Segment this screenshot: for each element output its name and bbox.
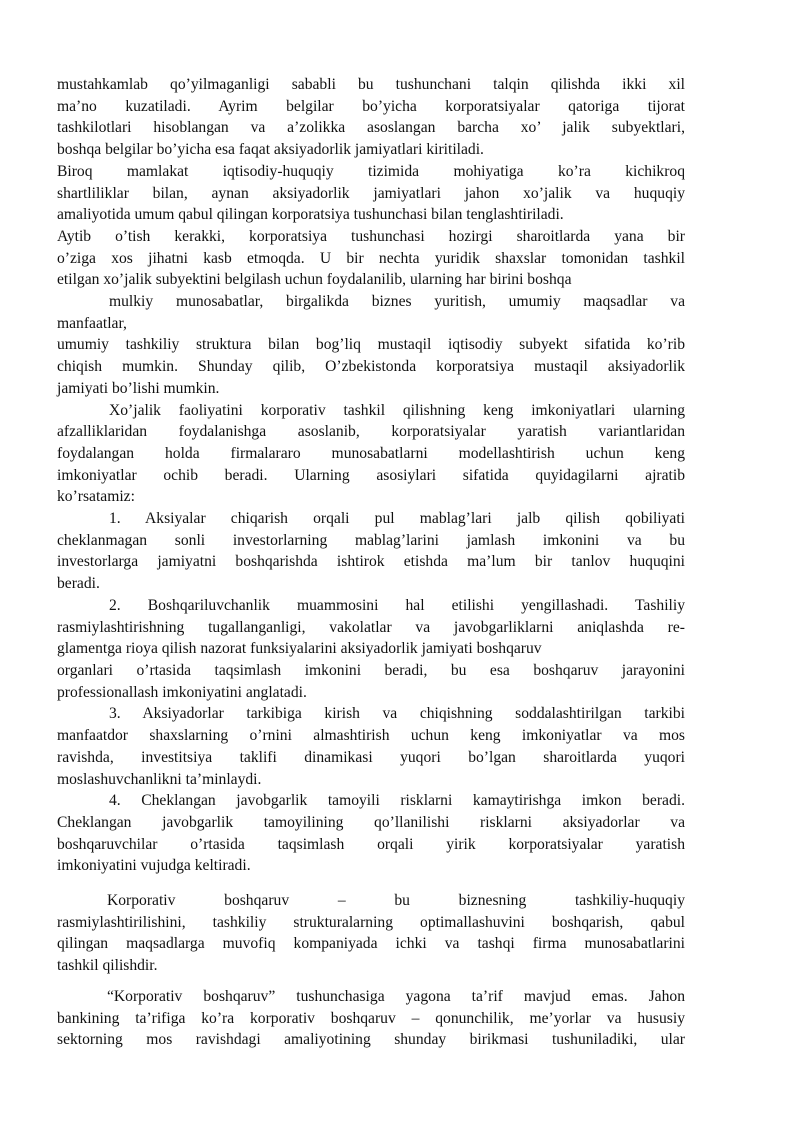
list-item-line: beradi. <box>57 575 100 593</box>
paragraph-line: shartliliklar bilan, aynan aksiyadorlik jamiyatlari jahon xo’jalik va huquqiy <box>57 184 685 202</box>
list-item-line: manfaatdor shaxslarning o’rnini almashtirish uchun keng imkoniyatlar va mos <box>57 727 685 745</box>
paragraph-line: ko’rsatamiz: <box>57 488 135 506</box>
paragraph-line: Aytib o’tish kerakki, korporatsiya tushunchasi hozirgi sharoitlarda yana bir <box>57 227 685 245</box>
paragraph-line: bankining ta’rifiga ko’ra korporativ boshqaruv – qonunchilik, me’yorlar va hususiy <box>57 1009 685 1027</box>
paragraph-line: sektorning mos ravishdagi amaliyotining shunday birikmasi tushuniladiki, ular <box>57 1031 685 1049</box>
list-item-line: investorlarga jamiyatni boshqarishda ishtirok etishda ma’lum bir tanlov huquqini <box>57 553 685 571</box>
paragraph-line: boshqa belgilar bo’yicha esa faqat aksiyadorlik jamiyatlari kiritiladi. <box>57 141 484 159</box>
list-item-line: imkoniyatini vujudga keltiradi. <box>57 857 251 875</box>
list-item-line: 1. Aksiyalar chiqarish orqali pul mablag’lari jalb qilish qobiliyati <box>109 510 685 528</box>
paragraph-line: foydalangan holda firmalararo munosabatlarni modellashtirish uchun keng <box>57 444 685 462</box>
list-item-line: ravishda, investitsiya taklifi dinamikasi yuqori bo’lgan sharoitlarda yuqori <box>57 748 685 766</box>
paragraph-line: ma’no kuzatiladi. Ayrim belgilar bo’yicha korporatsiyalar qatoriga tijorat <box>57 97 685 115</box>
paragraph-line: “Korporativ boshqaruv” tushunchasiga yagona ta’rif mavjud emas. Jahon <box>107 987 685 1005</box>
paragraph-line: tashkil qilishdir. <box>57 957 158 975</box>
paragraph-line: o’ziga xos jihatni kasb etmoqda. U bir nechta yuridik shaxslar tomonidan tashkil <box>57 249 685 267</box>
list-item-line: boshqaruvchilar o’rtasida taqsimlash orqali yirik korporatsiyalar yaratish <box>57 835 685 853</box>
list-item-line: 3. Aksiyadorlar tarkibiga kirish va chiqishning soddalashtirilgan tarkibi <box>109 705 685 723</box>
list-item-line: Cheklangan javobgarlik tamoyilining qo’llanilishi risklarni aksiyadorlar va <box>57 813 685 831</box>
paragraph-line: manfaatlar, <box>57 314 127 332</box>
paragraph-line: imkoniyatlar ochib beradi. Ularning asosiylari sifatida quyidagilarni ajratib <box>57 466 685 484</box>
paragraph-line: amaliyotida umum qabul qilingan korporatsiya tushunchasi bilan tenglashtiriladi. <box>57 206 564 224</box>
list-item-line: 2. Boshqariluvchanlik muammosini hal etilishi yengillashadi. Tashiliy <box>109 596 685 614</box>
list-item-line: glamentga rioya qilish nazorat funksiyalarini aksiyadorlik jamiyati boshqaruv <box>57 640 542 658</box>
paragraph-line: afzalliklaridan foydalanishga asoslanib, korporatsiyalar yaratish variantlaridan <box>57 423 685 441</box>
paragraph-line: mustahkamlab qo’yilmaganligi sababli bu tushunchani talqin qilishda ikki xil <box>57 76 685 93</box>
paragraph-line: jamiyati bo’lishi mumkin. <box>57 379 220 397</box>
list-item-line: cheklanmagan sonli investorlarning mablag’larini jamlash imkonini va bu <box>57 531 685 549</box>
list-item-line: rasmiylashtirishning tugallanganligi, vakolatlar va javobgarliklarni aniqlashda re- <box>57 618 685 636</box>
list-item-line: professionallash imkoniyatini anglatadi. <box>57 683 307 701</box>
paragraph-line: tashkilotlari hisoblangan va a’zolikka asoslangan barcha xo’ jalik subyektlari, <box>57 119 685 137</box>
paragraph-line: Biroq mamlakat iqtisodiy-huquqiy tizimida mohiyatiga ko’ra kichikroq <box>57 162 685 180</box>
paragraph-line: qilingan maqsadlarga muvofiq kompaniyada ichki va tashqi firma munosabatlarini <box>57 935 685 953</box>
paragraph-line: Xo’jalik faoliyatini korporativ tashkil qilishning keng imkoniyatlari ularning <box>109 401 685 419</box>
list-item-line: moslashuvchanlikni ta’minlaydi. <box>57 770 262 788</box>
paragraph-line: mulkiy munosabatlar, birgalikda biznes yuritish, umumiy maqsadlar va <box>109 293 685 311</box>
paragraph-line: chiqish mumkin. Shunday qilib, O’zbekistonda korporatsiya mustaqil aksiyadorlik <box>57 358 685 376</box>
document-page <box>57 74 685 1051</box>
paragraph-line: rasmiylashtirilishini, tashkiliy strukturalarning optimallashuvini boshqarish, qabul <box>57 913 685 931</box>
list-item-line: 4. Cheklangan javobgarlik tamoyili risklarni kamaytirishga imkon beradi. <box>109 792 685 810</box>
paragraph-line: umumiy tashkiliy struktura bilan bog’liq mustaqil iqtisodiy subyekt sifatida ko’rib <box>57 336 685 354</box>
paragraph-line: etilgan xo’jalik subyektini belgilash uchun foydalanilib, ularning har birini boshqa <box>57 271 572 289</box>
paragraph-line: Korporativ boshqaruv – bu biznesning tashkiliy-huquqiy <box>107 892 685 910</box>
list-item-line: organlari o’rtasida taqsimlash imkonini beradi, bu esa boshqaruv jarayonini <box>57 661 685 679</box>
